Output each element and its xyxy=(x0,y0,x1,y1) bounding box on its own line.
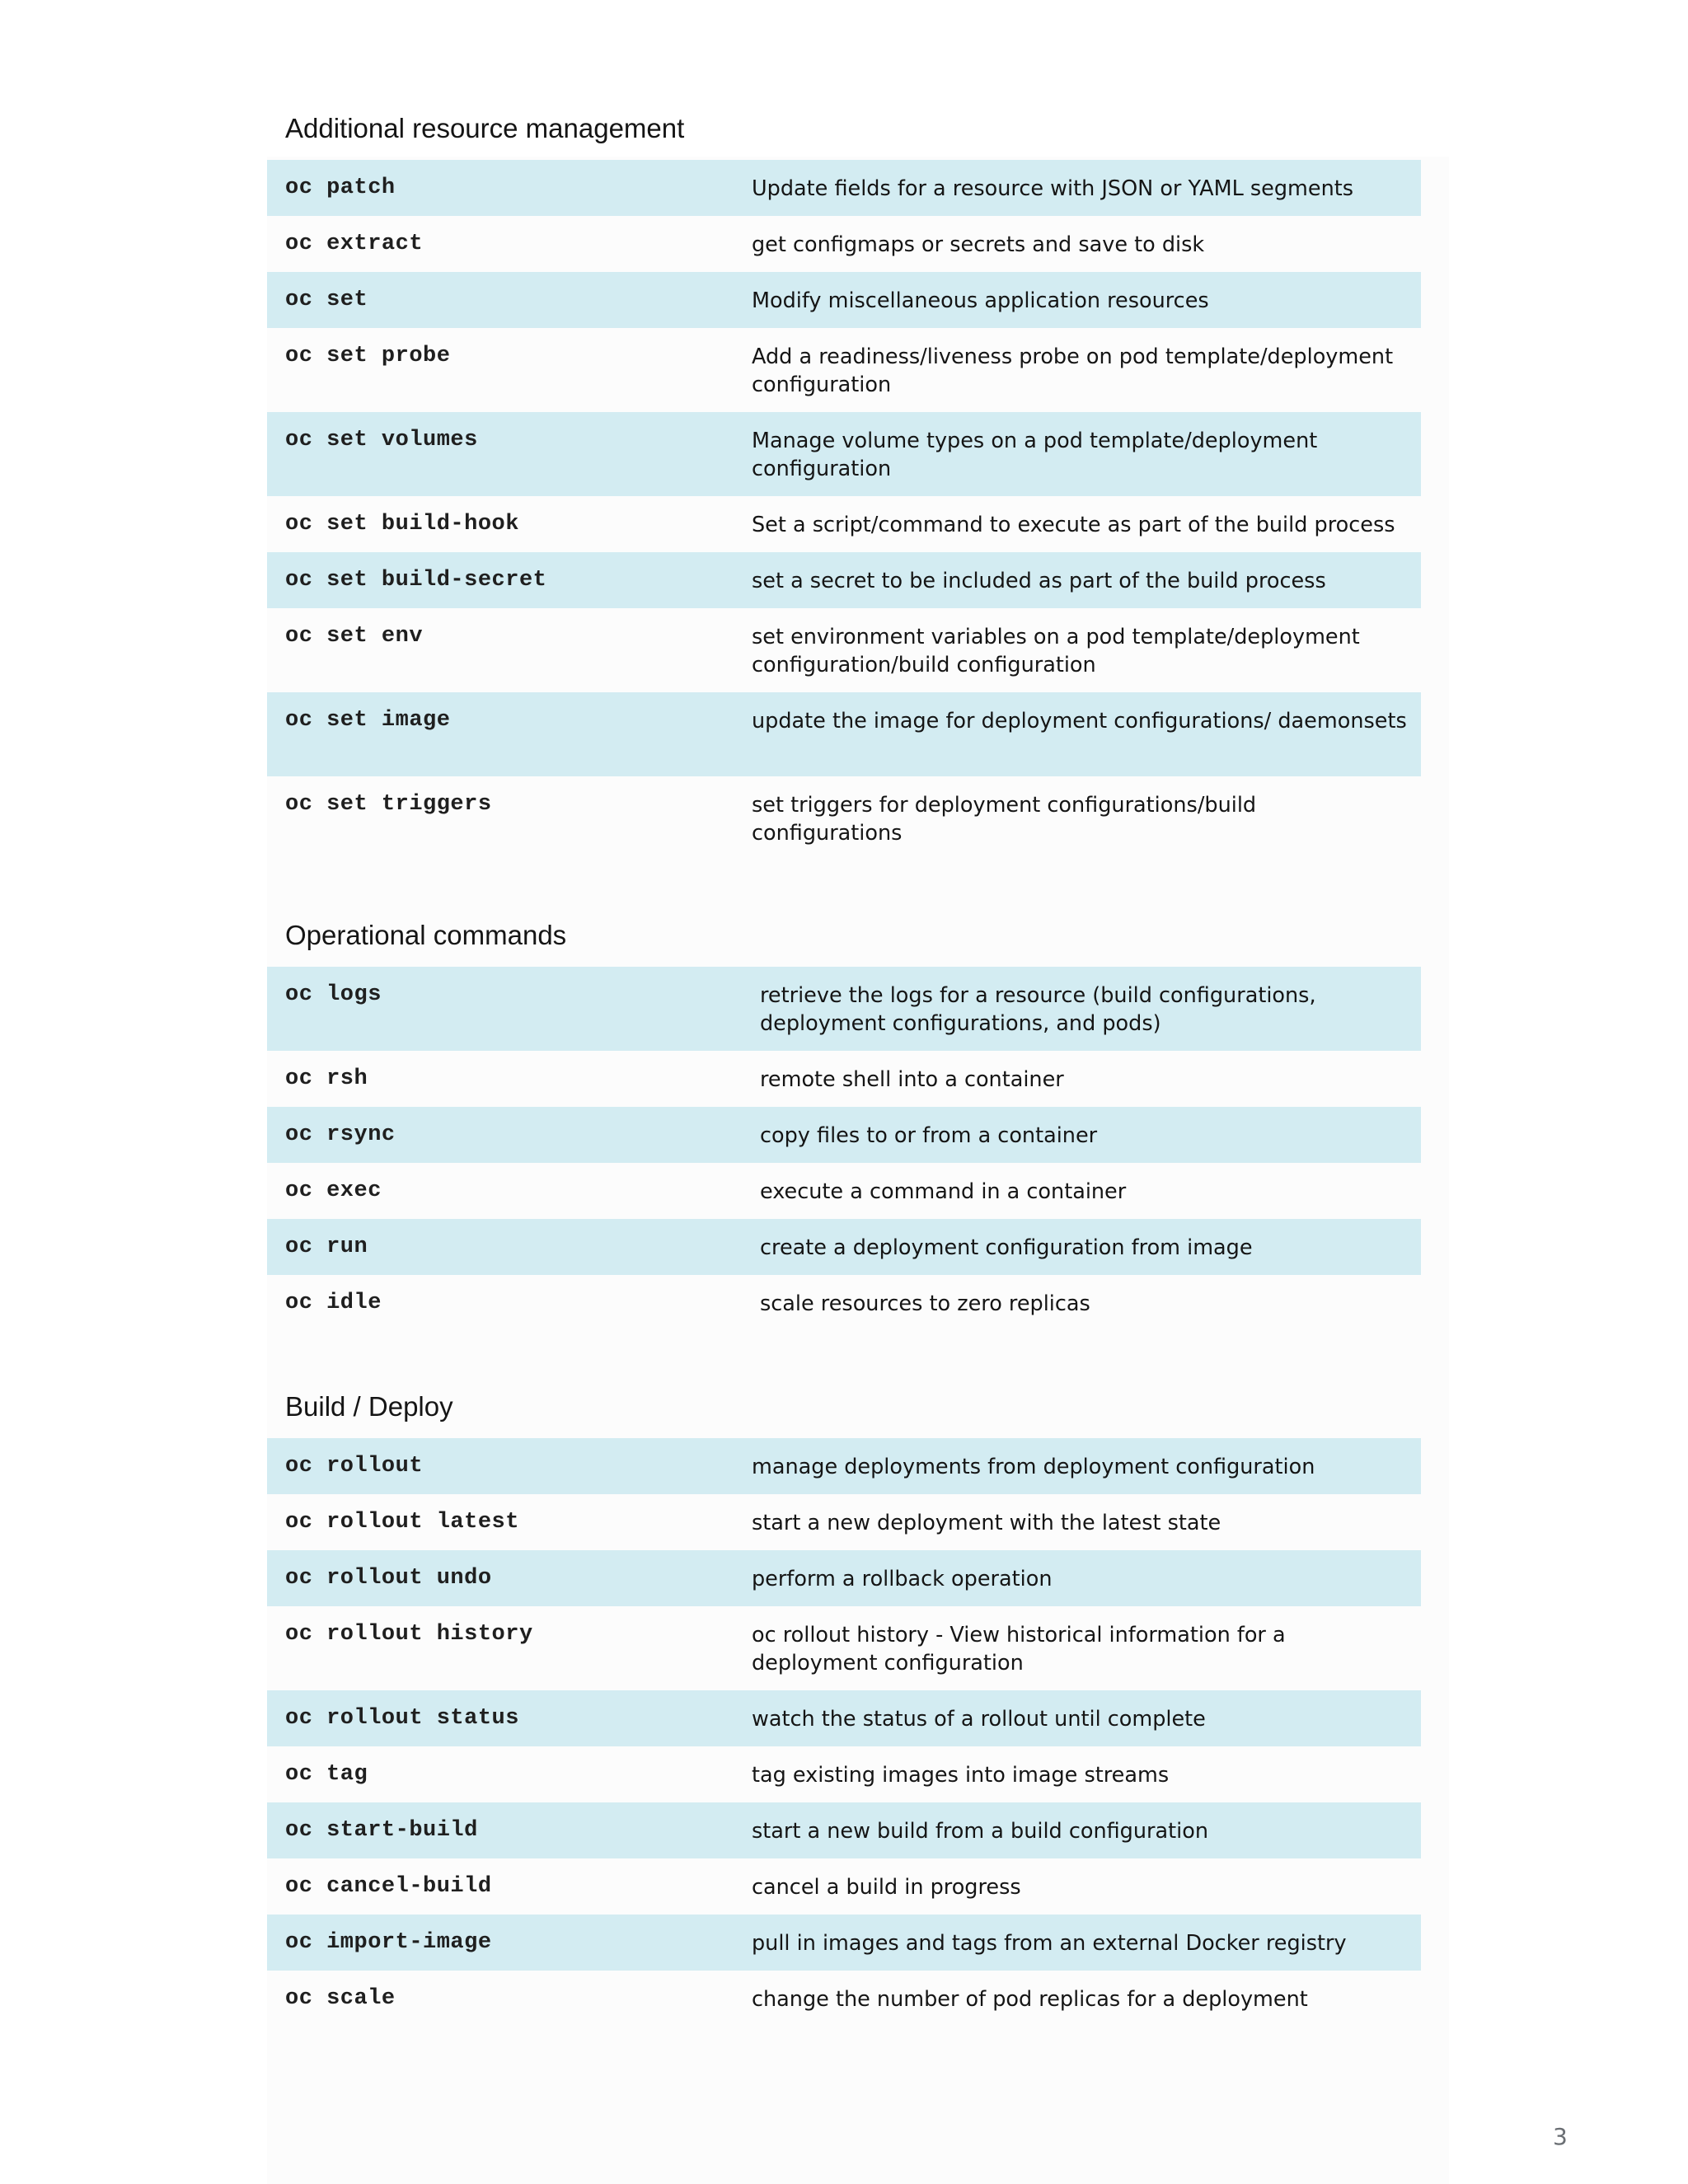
description-cell: copy files to or from a container xyxy=(760,1123,1098,1148)
description-cell: set triggers for deployment configurations/build configurations xyxy=(752,793,1257,846)
table-row xyxy=(267,496,1421,552)
table-row xyxy=(267,1275,1421,1331)
table-row xyxy=(267,328,1421,412)
command-cell: oc rollout latest xyxy=(285,1510,519,1535)
table-row xyxy=(267,1438,1421,1494)
description-cell: cancel a build in progress xyxy=(752,1875,1021,1900)
command-cell: oc exec xyxy=(285,1179,382,1203)
command-cell: oc set image xyxy=(285,708,451,733)
table-row xyxy=(267,1107,1421,1163)
table-row xyxy=(267,1606,1421,1690)
description-cell: pull in images and tags from an external Docker registry xyxy=(752,1931,1347,1956)
command-cell: oc import-image xyxy=(285,1930,492,1955)
command-cell: oc set triggers xyxy=(285,792,492,817)
table-row xyxy=(267,1163,1421,1219)
command-cell: oc idle xyxy=(285,1291,382,1315)
table-row xyxy=(267,1915,1421,1971)
description-cell: watch the status of a rollout until complete xyxy=(752,1707,1206,1732)
table-row xyxy=(267,272,1421,328)
command-cell: oc start-build xyxy=(285,1818,478,1843)
table-build-deploy xyxy=(267,1438,1421,2027)
command-cell: oc tag xyxy=(285,1762,368,1787)
description-cell: set environment variables on a pod template/deployment configuration/build configuration xyxy=(752,625,1360,677)
command-cell: oc rollout history xyxy=(285,1622,533,1647)
section-title-build-deploy: Build / Deploy xyxy=(285,1391,453,1422)
command-cell: oc rsh xyxy=(285,1066,368,1091)
description-cell: update the image for deployment configurations/ daemonsets xyxy=(752,709,1407,733)
description-cell: start a new build from a build configuration xyxy=(752,1819,1208,1844)
command-cell: oc logs xyxy=(285,982,382,1007)
command-cell: oc set xyxy=(285,288,368,312)
section-title-additional-resource-management: Additional resource management xyxy=(285,113,685,143)
command-cell: oc patch xyxy=(285,176,396,200)
command-cell: oc set build-hook xyxy=(285,512,519,537)
table-row xyxy=(267,1858,1421,1915)
description-cell: perform a rollback operation xyxy=(752,1567,1053,1591)
command-cell: oc extract xyxy=(285,232,424,256)
description-cell: create a deployment configuration from image xyxy=(760,1235,1253,1260)
description-cell: Add a readiness/liveness probe on pod template/deployment configuration xyxy=(752,344,1394,397)
command-cell: oc set build-secret xyxy=(285,568,547,593)
table-row xyxy=(267,1802,1421,1858)
description-cell: oc rollout history - View historical information for a deployment configuration xyxy=(752,1623,1286,1675)
command-cell: oc cancel-build xyxy=(285,1874,492,1899)
description-cell: set a secret to be included as part of the build process xyxy=(752,569,1326,593)
command-cell: oc set env xyxy=(285,624,424,649)
table-operational-commands xyxy=(267,967,1421,1331)
command-cell: oc rollout xyxy=(285,1454,424,1479)
table-additional-resource-management xyxy=(267,160,1421,860)
table-row xyxy=(267,1690,1421,1746)
description-cell: execute a command in a container xyxy=(760,1179,1127,1204)
command-cell: oc rollout undo xyxy=(285,1566,492,1591)
description-cell: scale resources to zero replicas xyxy=(760,1291,1090,1316)
description-cell: Update fields for a resource with JSON or YAML segments xyxy=(752,176,1354,201)
table-row xyxy=(267,1219,1421,1275)
description-cell: change the number of pod replicas for a deployment xyxy=(752,1987,1308,2012)
command-cell: oc rsync xyxy=(285,1122,396,1147)
description-cell: tag existing images into image streams xyxy=(752,1763,1170,1788)
table-row xyxy=(267,1971,1421,2027)
command-cell: oc run xyxy=(285,1235,368,1259)
description-cell: Manage volume types on a pod template/deployment configuration xyxy=(752,429,1318,481)
command-cell: oc set probe xyxy=(285,344,451,368)
table-row xyxy=(267,412,1421,496)
table-row xyxy=(267,692,1421,776)
table-row xyxy=(267,1051,1421,1107)
table-row xyxy=(267,967,1421,1051)
page-number: 3 xyxy=(1553,2123,1568,2150)
table-row xyxy=(267,608,1421,692)
description-cell: manage deployments from deployment configuration xyxy=(752,1455,1315,1479)
description-cell: Modify miscellaneous application resources xyxy=(752,288,1209,313)
description-cell: retrieve the logs for a resource (build configurations, deployment configurations, and pods) xyxy=(760,983,1316,1036)
command-cell: oc set volumes xyxy=(285,428,478,452)
table-row xyxy=(267,1550,1421,1606)
description-cell: remote shell into a container xyxy=(760,1067,1064,1092)
description-cell: get configmaps or secrets and save to disk xyxy=(752,232,1205,257)
table-row xyxy=(267,216,1421,272)
table-row xyxy=(267,1494,1421,1550)
table-row xyxy=(267,776,1421,860)
table-row xyxy=(267,552,1421,608)
table-row xyxy=(267,1746,1421,1802)
description-cell: Set a script/command to execute as part of the build process xyxy=(752,513,1395,537)
command-cell: oc scale xyxy=(285,1986,396,2011)
section-title-operational-commands: Operational commands xyxy=(285,920,567,950)
command-cell: oc rollout status xyxy=(285,1706,519,1731)
description-cell: start a new deployment with the latest state xyxy=(752,1511,1221,1535)
table-row xyxy=(267,160,1421,216)
